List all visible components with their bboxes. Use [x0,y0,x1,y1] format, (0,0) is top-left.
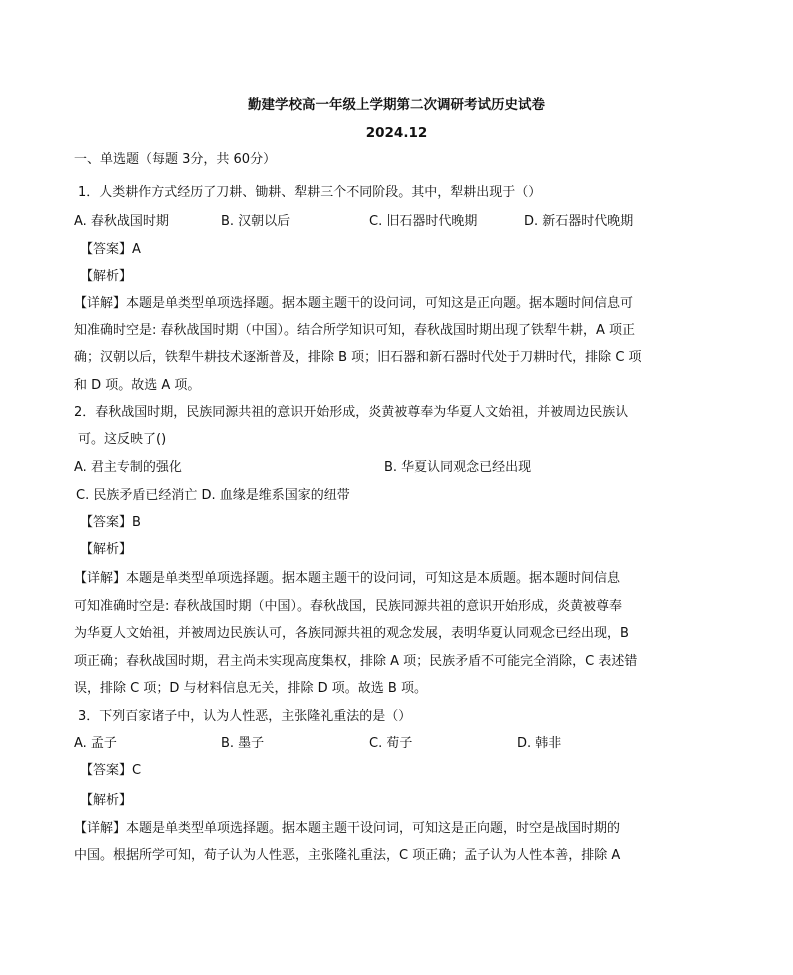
question-2-detail-line: 为华夏人文始祖，并被周边民族认可，各族同源共祖的观念发展，表明华夏认同观念已经出现，B [74,626,629,641]
section-heading: 一、单选题（每题 3分，共 60分） [74,152,277,167]
question-3-option-b: B. 墨子 [221,736,265,751]
question-2-stem-line: 可。这反映了() [78,432,167,447]
question-1-detail-line: 【详解】本题是单类型单项选择题。据本题主题干的设问词，可知这是正向题。据本题时间信息可 [74,296,634,311]
question-2-detail-line: 可知准确时空是: 春秋战国时期（中国）。春秋战国，民族同源共祖的意识开始形成，炎黄被尊奉 [74,599,623,614]
question-2-option-a: A. 君主专制的强化 [74,460,182,475]
exam-title: 勤建学校高一年级上学期第二次调研考试历史试卷 [248,97,545,113]
question-1-analysis-label: 【解析】 [80,269,133,284]
question-2-detail-line: 【详解】本题是单类型单项选择题。据本题主题干的设问词，可知这是本质题。据本题时间信息 [74,571,621,586]
question-2-analysis-label: 【解析】 [80,542,133,557]
question-3-option-a: A. 孟子 [74,736,117,751]
question-2-detail-line: 项正确；春秋战国时期，君主尚未实现高度集权，排除 A 项；民族矛盾不可能完全消除，C 表述错 [74,654,638,669]
question-2-detail-line: 误，排除 C 项；D 与材料信息无关，排除 D 项。故选 B 项。 [74,681,427,696]
exam-date: 2024.12 [365,125,428,141]
question-2-stem-line: 2．春秋战国时期，民族同源共祖的意识开始形成，炎黄被尊奉为华夏人文始祖，并被周边民族认 [74,405,629,420]
question-2-option-c-d: C. 民族矛盾已经消亡 D. 血缘是维系国家的纽带 [76,488,350,503]
question-3-analysis-label: 【解析】 [80,793,133,808]
question-3-stem: 3．下列百家诸子中，认为人性恶，主张隆礼重法的是（） [78,709,412,724]
question-1-option-a: A. 春秋战国时期 [74,214,169,229]
question-1-option-c: C. 旧石器时代晚期 [369,214,478,229]
question-1-detail-line: 确；汉朝以后，铁犁牛耕技术逐渐普及，排除 B 项；旧石器和新石器时代处于刀耕时代，排除 C 项 [74,350,642,365]
question-2-answer: 【答案】B [80,515,141,530]
question-3-option-d: D. 韩非 [517,736,562,751]
question-1-option-b: B. 汉朝以后 [221,214,291,229]
question-1-answer: 【答案】A [80,242,141,257]
question-3-answer: 【答案】C [80,763,142,778]
question-3-detail-line: 【详解】本题是单类型单项选择题。据本题主题干设问词，可知这是正向题，时空是战国时期的 [74,821,621,836]
question-3-option-c: C. 荀子 [369,736,413,751]
question-2-option-b: B. 华夏认同观念已经出现 [384,460,532,475]
question-1-stem: 1．人类耕作方式经历了刀耕、锄耕、犁耕三个不同阶段。其中，犁耕出现于（） [78,185,542,200]
question-1-detail-line: 和 D 项。故选 A 项。 [74,378,201,393]
question-3-detail-line: 中国。根据所学可知，荀子认为人性恶，主张隆礼重法，C 项正确；孟子认为人性本善，排除 A [74,848,621,863]
question-1-detail-line: 知准确时空是: 春秋战国时期（中国）。结合所学知识可知，春秋战国时期出现了铁犁牛耕，A 项正 [74,323,636,338]
question-1-option-d: D. 新石器时代晚期 [524,214,634,229]
